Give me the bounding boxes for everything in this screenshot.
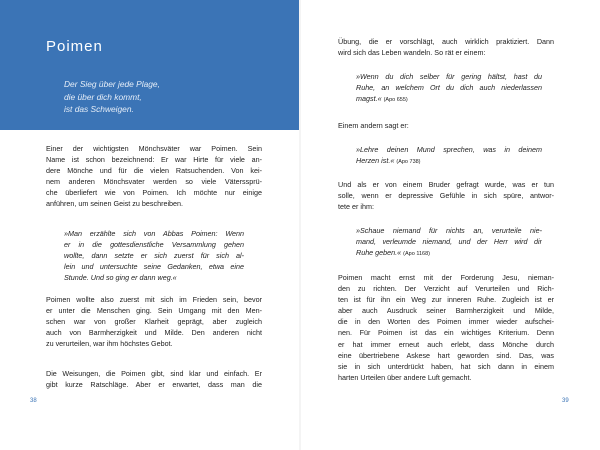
text-line: wird sich das Leben wandeln. So rät er einem: <box>338 48 486 58</box>
text-line: zu verurteilen, war ihm höchstes Gebot. <box>46 339 173 349</box>
text-line: nem anderen Mönchsvater werden so viele Väterssprü- <box>46 177 262 187</box>
page-number-left: 38 <box>30 398 37 404</box>
text-line: Poimen macht ernst mit der Forderung Jesu, nieman- <box>338 273 554 282</box>
paragraph-intro <box>46 143 262 210</box>
quote-line <box>356 247 542 258</box>
text-line: Übung, die er vorschlägt, auch wirklich praktiziert. Dann <box>338 37 554 46</box>
chapter-motto <box>64 78 264 116</box>
quote-line: lein und untersuchte seine Gedanken, etwa eine <box>64 262 244 272</box>
text-line: harten Urteilen über andere Luft gemacht. <box>338 372 472 382</box>
text-line: den zu richten. Der Verzicht auf Verurteilen und Rich- <box>338 284 554 294</box>
quote-line: »Lehre deinen Mund sprechen, was in deinem <box>356 145 542 154</box>
chapter-header-block <box>0 0 300 130</box>
quote-block-3 <box>356 225 542 258</box>
text-line: tete er ihm: <box>338 202 374 212</box>
quote-block-1 <box>356 71 542 104</box>
quote-line <box>356 93 542 104</box>
chapter-title: Poimen <box>46 38 103 55</box>
paragraph-second <box>46 294 262 349</box>
quote-line <box>356 155 542 166</box>
motto-line: Der Sieg über jede Plage, <box>64 79 160 89</box>
quote-line: Ruhe, an welchem Ort du dich auch niederlassen <box>356 83 542 93</box>
text-line: gibt kurze Ratschläge. Aber er erwartet, dass man die <box>46 380 262 390</box>
text-line: Name ist schon bezeichnend: Er war Hirte für viele an- <box>46 155 262 165</box>
text-line: die in den Worten des Poimen immer wieder aufschei- <box>338 317 554 327</box>
text-line: dere Mönche und für die vielen Ratsuchenden. Von kei- <box>46 166 262 176</box>
text-line: schen war von großer Klarheit geprägt, aber zugleich <box>46 317 262 327</box>
quote-text: magst.« <box>356 94 382 104</box>
paragraph-question <box>338 179 554 212</box>
quote-line: er in die gottesdienstliche Versammlung gehen <box>64 240 244 250</box>
quote-line: mand, verleumde niemand, und der Herr wird dir <box>356 237 542 247</box>
quote-text: Ruhe geben.« <box>356 248 402 258</box>
quote-block-2 <box>356 144 542 166</box>
text-line: che überliefert wie von Poimen. Ich möchte nur einige <box>46 188 262 198</box>
right-page <box>300 0 600 450</box>
text-line: er unter die Menschen ging. Sein Umgang mit den Men- <box>46 306 262 316</box>
text-line: aber auch Ausdruck seiner Barmherzigkeit und Milde, <box>338 306 554 316</box>
motto-line: die über dich kommt, <box>64 91 142 102</box>
paragraph-continued <box>338 36 554 58</box>
text-line: ten ist für ihn ein Weg zur inneren Ruhe. Zugleich ist er <box>338 295 554 305</box>
text-line: er hat immer erneut auch erlebt, dass Mönche durch <box>338 339 554 349</box>
page-number-right: 39 <box>562 398 569 404</box>
quote-block <box>64 228 244 283</box>
text-line: anführen, um seinen Geist zu beschreiben. <box>46 199 184 209</box>
motto-line: ist das Schweigen. <box>64 104 134 114</box>
source-reference: (Apo 738) <box>396 159 421 166</box>
text-line: sie in sich unterdrückt haben, hat sich dann in einem <box>338 361 554 371</box>
quote-line: »Man erzählte sich von Abbas Poimen: Wenn <box>64 229 244 238</box>
paragraph-transition <box>338 120 554 131</box>
text-line: Einem andern sagt er: <box>338 121 409 130</box>
text-line: Die Weisungen, die Poimen gibt, sind klar und einfach. Er <box>46 369 262 378</box>
source-reference: (Apo 655) <box>383 97 408 104</box>
quote-line: Stunde. Und so ging er dann weg.« <box>64 273 177 283</box>
text-line: nen. Für Poimen ist das ein wichtiges Kriterium. Denn <box>338 328 554 338</box>
paragraph-third <box>46 368 262 390</box>
quote-line: wollte, dann setzte er sich zuerst für sich al- <box>64 251 244 261</box>
quote-text: Herzen ist.« <box>356 156 395 166</box>
quote-line: »Wenn du dich selber für gering hältst, hast du <box>356 72 542 81</box>
source-reference: (Apo 1168) <box>403 251 430 258</box>
quote-line: »Schaue niemand für nichts an, verurteile nie- <box>356 226 542 235</box>
text-line: auch von Barmherzigkeit und Milde. Den anderen nicht <box>46 328 262 338</box>
text-line: solle, wenn er depressive Gefühle in sich spüre, antwor- <box>338 191 554 201</box>
text-line: eine übertriebene Askese hart geworden sind. Das, was <box>338 350 554 360</box>
text-line: Poimen wollte also zuerst mit sich im Frieden sein, bevor <box>46 295 262 304</box>
text-line: Und als er von einem Bruder gefragt wurde, was er tun <box>338 180 554 189</box>
paragraph-conclusion <box>338 272 554 383</box>
text-line: Einer der wichtigsten Mönchsväter war Poimen. Sein <box>46 144 262 153</box>
